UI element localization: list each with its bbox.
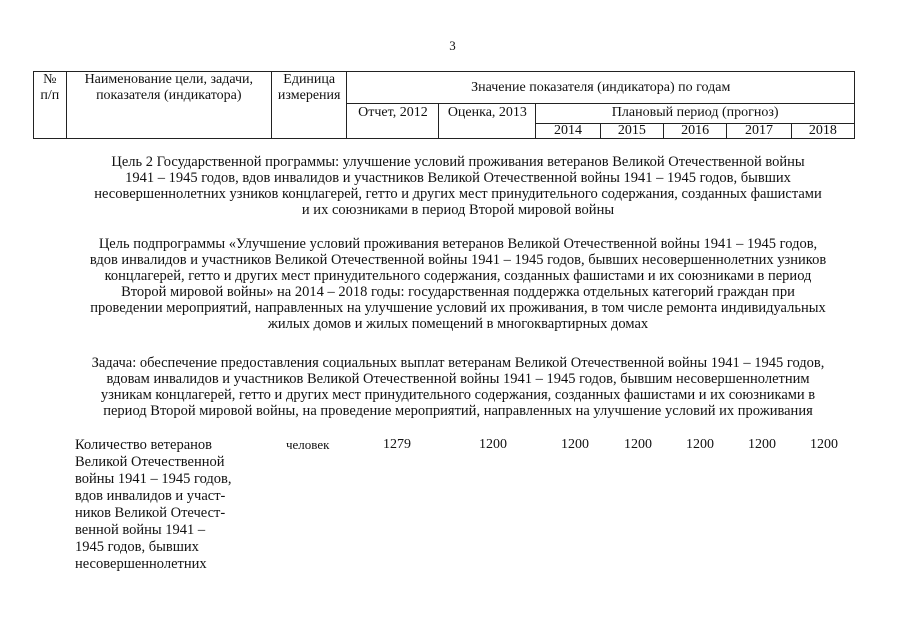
header-col-unit: Единица измерения: [271, 72, 347, 139]
header-planned-period: Плановый период (прогноз): [536, 104, 855, 124]
value-2017: 1200: [748, 437, 776, 452]
header-estimate-2013: Оценка, 2013: [439, 104, 536, 139]
value-2018: 1200: [810, 437, 838, 452]
subprogram-goal-text: [58, 236, 858, 332]
task-text: [58, 355, 858, 419]
goal-2-line: Цель 2 Государственной программы: улучшение условий проживания ветеранов Великой Отечественной войны: [111, 154, 805, 170]
header-col-name: Наименование цели, задачи, показателя (индикатора): [66, 72, 271, 139]
indicator-header-table: [33, 71, 855, 139]
goal-2-line: несовершеннолетних узников концлагерей, гетто и других мест принудительного содержания, созданных фашистами: [94, 186, 822, 202]
goal-2-line: и их союзниками в период Второй мировой войны: [301, 202, 615, 218]
goal-2-line: 1941 – 1945 годов, вдов инвалидов и участников Великой Отечественной войны 1941 – 1945 годов, бывших: [125, 170, 791, 186]
task-line: узникам концлагерей, гетто и других мест принудительного содержания, созданных фашистами и их союзниками в: [100, 387, 816, 403]
subprogram-line: концлагерей, гетто и других мест принудительного содержания, созданных фашистами и их союзниками в период: [104, 268, 812, 284]
header-year-2017: 2017: [727, 124, 791, 139]
value-2012: 1279: [383, 437, 411, 452]
indicator-name-line: войны 1941 – 1945 годов,: [75, 471, 232, 487]
goal-2-text: [58, 154, 858, 218]
header-col-values: Значение показателя (индикатора) по годам: [347, 72, 855, 104]
indicator-name-line: несовершеннолетних: [75, 556, 207, 572]
subprogram-line: жилых домов и жилых помещений в многоквартирных домах: [267, 316, 649, 332]
indicator-name-line: Количество ветеранов: [75, 437, 212, 453]
indicator-name-line: Великой Отечественной: [75, 454, 225, 470]
task-line: вдовам инвалидов и участников Великой Отечественной войны 1941 – 1945 годов, бывшим несовершеннолетним: [106, 371, 810, 387]
header-year-2014: 2014: [536, 124, 600, 139]
indicator-name-line: вдов инвалидов и участ-: [75, 488, 226, 504]
header-year-2018: 2018: [791, 124, 854, 139]
header-report-2012: Отчет, 2012: [347, 104, 439, 139]
indicator-name-line: венной войны 1941 –: [75, 522, 206, 538]
header-year-2015: 2015: [600, 124, 663, 139]
page-number: 3: [449, 38, 456, 53]
value-2015: 1200: [624, 437, 652, 452]
subprogram-line: проведении мероприятий, направленных на улучшение условий их проживания, в том числе ремонта индивидуальных: [90, 300, 826, 316]
value-2013: 1200: [479, 437, 507, 452]
value-2016: 1200: [686, 437, 714, 452]
subprogram-line: Цель подпрограммы «Улучшение условий проживания ветеранов Великой Отечественной войны 1941 – 1945 годов,: [98, 236, 818, 252]
header-col-number: № п/п: [34, 72, 67, 139]
indicator-name-line: 1945 годов, бывших: [75, 539, 199, 555]
task-line: период Второй мировой войны, на проведение мероприятий, направленных на улучшение условий их проживания: [103, 403, 813, 419]
indicator-unit: человек: [286, 437, 330, 452]
indicator-name: [75, 437, 255, 573]
value-2014: 1200: [561, 437, 589, 452]
task-line: Задача: обеспечение предоставления социальных выплат ветеранам Великой Отечественной войны 1941 – 1945 годов,: [91, 355, 825, 371]
header-year-2016: 2016: [664, 124, 727, 139]
subprogram-line: вдов инвалидов и участников Великой Отечественной войны 1941 – 1945 годов, бывших несовершеннолетних узников: [89, 252, 827, 268]
subprogram-line: Второй мировой войны» на 2014 – 2018 годы: государственная поддержка отдельных категорий граждан при: [121, 284, 795, 300]
indicator-name-line: ников Великой Отечест-: [75, 505, 226, 521]
